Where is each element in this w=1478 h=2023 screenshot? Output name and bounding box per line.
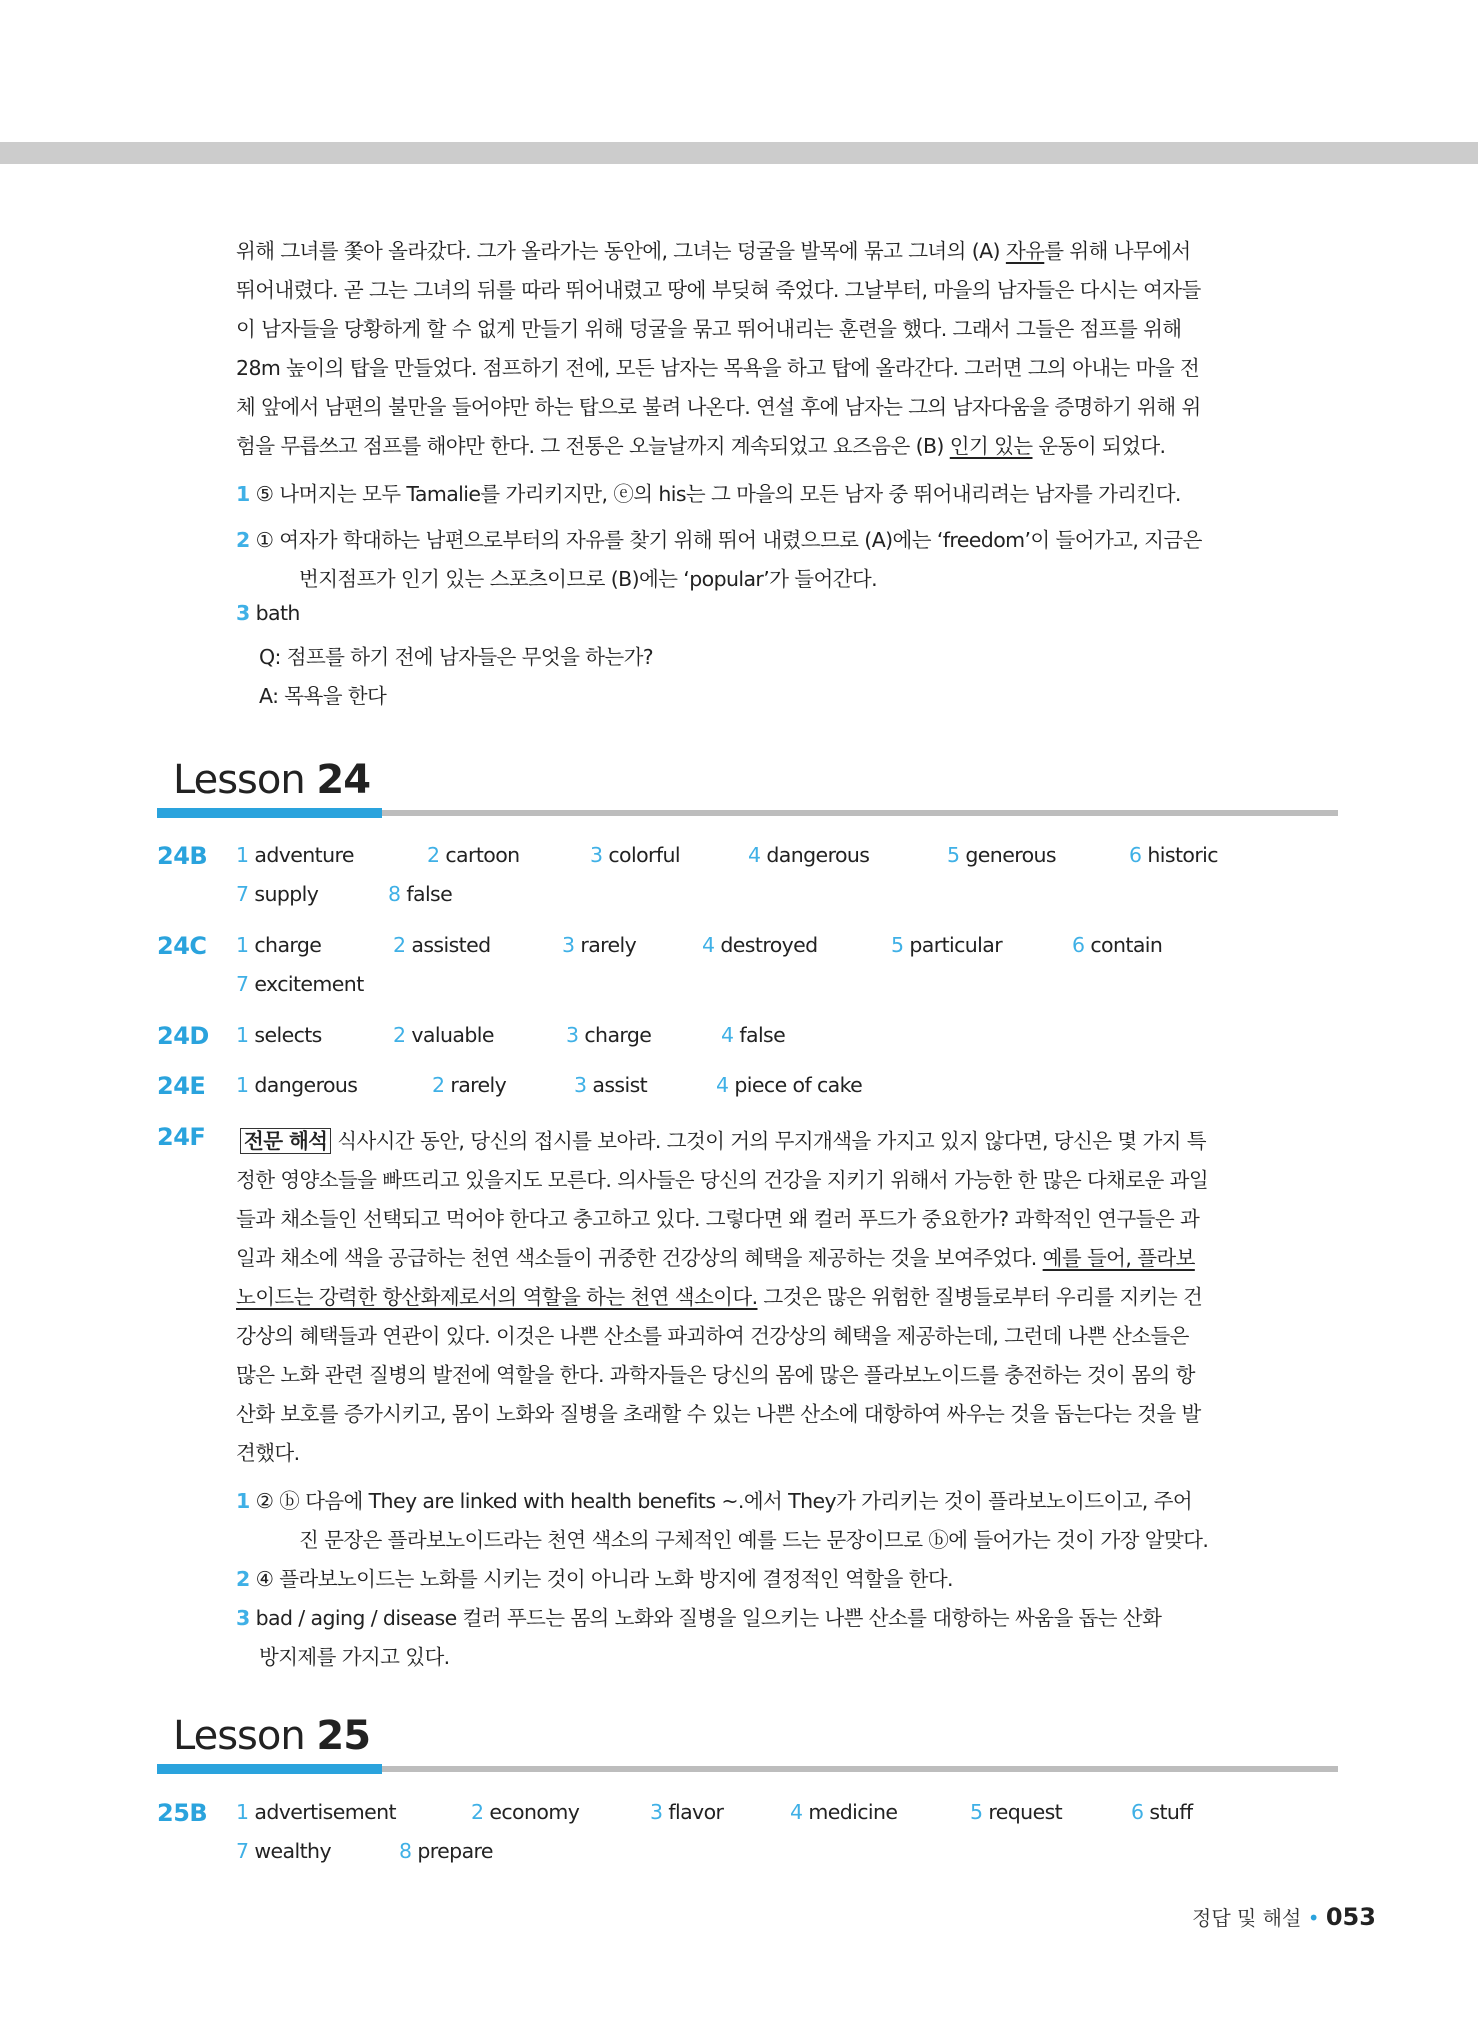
vocab-item: 2 rarely — [432, 1073, 507, 1097]
translation-line: 전문 해석 식사시간 동안, 당신의 접시를 보아라. 그것이 거의 무지개색을 가지고 있지 않다면, 당신은 몇 가지 특 — [240, 1124, 1206, 1154]
answer-item: 3 bad / aging / disease 컬러 푸드는 몸의 노화와 질병을 일으키는 나쁜 산소를 대항하는 싸움을 돕는 산화 — [236, 1606, 1162, 1630]
answer-item-cont: A: 목욕을 한다 — [259, 684, 387, 708]
vocab-item: 1 selects — [236, 1023, 322, 1047]
section-code-24b: 24B — [157, 842, 208, 870]
section-code-24f: 24F — [157, 1123, 206, 1151]
intro-line: 뛰어내렸다. 곧 그는 그녀의 뒤를 따라 뛰어내렸고 땅에 부딪혀 죽었다. 그날부터, 마을의 남자들은 다시는 여자들 — [236, 278, 1201, 302]
vocab-item: 4 destroyed — [702, 933, 818, 957]
vocab-item: 8 prepare — [399, 1839, 493, 1863]
section-code-24d: 24D — [157, 1022, 209, 1050]
answer-item: 2 ④ 플라보노이드는 노화를 시키는 것이 아니라 노화 방지에 결정적인 역할을 한다. — [236, 1567, 953, 1591]
footer-section: 정답 및 해설 — [1192, 1906, 1302, 1930]
translation-line: 들과 채소들인 선택되고 먹어야 한다고 충고하고 있다. 그렇다면 왜 컬러 푸드가 중요한가? 과학적인 연구들은 과 — [236, 1207, 1200, 1231]
intro-line: 이 남자들을 당황하게 할 수 없게 만들기 위해 덩굴을 묶고 뛰어내리는 훈련을 했다. 그래서 그들은 점프를 위해 — [236, 317, 1182, 341]
vocab-item: 5 request — [970, 1800, 1063, 1824]
vocab-item: 2 valuable — [393, 1023, 494, 1047]
section-code-24e: 24E — [157, 1072, 206, 1100]
translation-line: 정한 영양소들을 빠뜨리고 있을지도 모른다. 의사들은 당신의 건강을 지키기 위해서 가능한 한 많은 다채로운 과일 — [236, 1168, 1209, 1192]
translation-line: 견했다. — [236, 1441, 300, 1465]
lesson-rule-accent — [157, 808, 382, 818]
section-code-24c: 24C — [157, 932, 207, 960]
vocab-item: 4 piece of cake — [716, 1073, 863, 1097]
vocab-item: 2 economy — [471, 1800, 580, 1824]
lesson-rule — [382, 1766, 1338, 1772]
lesson-rule — [382, 810, 1338, 816]
lesson-25-title: Lesson 25 — [173, 1713, 371, 1759]
vocab-item: 5 generous — [947, 843, 1056, 867]
vocab-item: 1 dangerous — [236, 1073, 358, 1097]
vocab-item: 7 excitement — [236, 972, 364, 996]
translation-line: 산화 보호를 증가시키고, 몸이 노화와 질병을 초래할 수 있는 나쁜 산소에 대항하여 싸우는 것을 돕는다는 것을 발 — [236, 1402, 1201, 1426]
vocab-item: 3 flavor — [650, 1800, 724, 1824]
vocab-item: 6 contain — [1072, 933, 1163, 957]
vocab-item: 1 advertisement — [236, 1800, 396, 1824]
vocab-item: 4 medicine — [790, 1800, 898, 1824]
intro-line: 28m 높이의 탑을 만들었다. 점프하기 전에, 모든 남자는 목욕을 하고 탑에 올라간다. 그러면 그의 아내는 마을 전 — [236, 356, 1200, 380]
page-footer — [1192, 1902, 1376, 1931]
footer-bullet: • — [1307, 1906, 1320, 1930]
translation-line: 강상의 혜택들과 연관이 있다. 이것은 나쁜 산소를 파괴하여 건강상의 혜택을 제공하는데, 그런데 나쁜 산소들은 — [236, 1324, 1189, 1348]
answer-item-cont: Q: 점프를 하기 전에 남자들은 무엇을 하는가? — [259, 645, 654, 669]
translation-tag: 전문 해석 — [240, 1128, 331, 1154]
vocab-item: 4 false — [721, 1023, 786, 1047]
vocab-item: 6 historic — [1129, 843, 1218, 867]
vocab-item: 7 wealthy — [236, 1839, 331, 1863]
vocab-item: 7 supply — [236, 882, 319, 906]
answer-item: 2 ① 여자가 학대하는 남편으로부터의 자유를 찾기 위해 뛰어 내렸으므로 (A)에는 ‘freedom’이 들어가고, 지금은 — [236, 528, 1202, 552]
answer-item: 1 ② ⓑ 다음에 They are linked with health benefits ~.에서 They가 가리키는 것이 플라보노이드이고, 주어 — [236, 1489, 1193, 1513]
translation-line: 일과 채소에 색을 공급하는 천연 색소들이 귀중한 건강상의 혜택을 제공하는 것을 보여주었다. 예를 들어, 플라보 — [236, 1246, 1195, 1270]
translation-line: 많은 노화 관련 질병의 발전에 역할을 한다. 과학자들은 당신의 몸에 많은 플라보노이드를 충전하는 것이 몸의 항 — [236, 1363, 1195, 1387]
vocab-item: 6 stuff — [1131, 1800, 1193, 1824]
vocab-item: 1 charge — [236, 933, 322, 957]
vocab-item: 3 colorful — [590, 843, 680, 867]
vocab-item: 2 assisted — [393, 933, 491, 957]
vocab-item: 4 dangerous — [748, 843, 870, 867]
answer-item-cont: 진 문장은 플라보노이드라는 천연 색소의 구체적인 예를 드는 문장이므로 ⓑ에 들어가는 것이 가장 알맞다. — [299, 1528, 1209, 1552]
intro-line: 험을 무릅쓰고 점프를 해야만 한다. 그 전통은 오늘날까지 계속되었고 요즈음은 (B) 인기 있는 운동이 되었다. — [236, 434, 1166, 458]
translation-line: 노이드는 강력한 항산화제로서의 역할을 하는 천연 색소이다. 그것은 많은 위험한 질병들로부터 우리를 지키는 건 — [236, 1285, 1203, 1309]
section-code-25b: 25B — [157, 1799, 208, 1827]
answer-item: 3 bath — [236, 601, 300, 625]
top-header-bar — [0, 142, 1478, 164]
vocab-item: 8 false — [388, 882, 453, 906]
vocab-item: 3 assist — [574, 1073, 648, 1097]
vocab-item: 1 adventure — [236, 843, 354, 867]
lesson-rule-accent — [157, 1764, 382, 1774]
vocab-item: 3 rarely — [562, 933, 637, 957]
answer-item-cont: 방지제를 가지고 있다. — [259, 1645, 450, 1669]
answer-item-cont: 번지점프가 인기 있는 스포츠이므로 (B)에는 ‘popular’가 들어간다. — [299, 567, 878, 591]
answer-item: 1 ⑤ 나머지는 모두 Tamalie를 가리키지만, ⓔ의 his는 그 마을의 모든 남자 중 뛰어내리려는 남자를 가리킨다. — [236, 482, 1181, 506]
vocab-item: 5 particular — [891, 933, 1003, 957]
vocab-item: 3 charge — [566, 1023, 652, 1047]
intro-line: 위해 그녀를 쫓아 올라갔다. 그가 올라가는 동안에, 그녀는 덩굴을 발목에 묶고 그녀의 (A) 자유를 위해 나무에서 — [236, 239, 1191, 263]
intro-line: 체 앞에서 남편의 불만을 들어야만 하는 탑으로 불려 나온다. 연설 후에 남자는 그의 남자다움을 증명하기 위해 위 — [236, 395, 1201, 419]
lesson-24-title: Lesson 24 — [173, 757, 371, 803]
vocab-item: 2 cartoon — [427, 843, 520, 867]
page-number: 053 — [1325, 1903, 1376, 1931]
